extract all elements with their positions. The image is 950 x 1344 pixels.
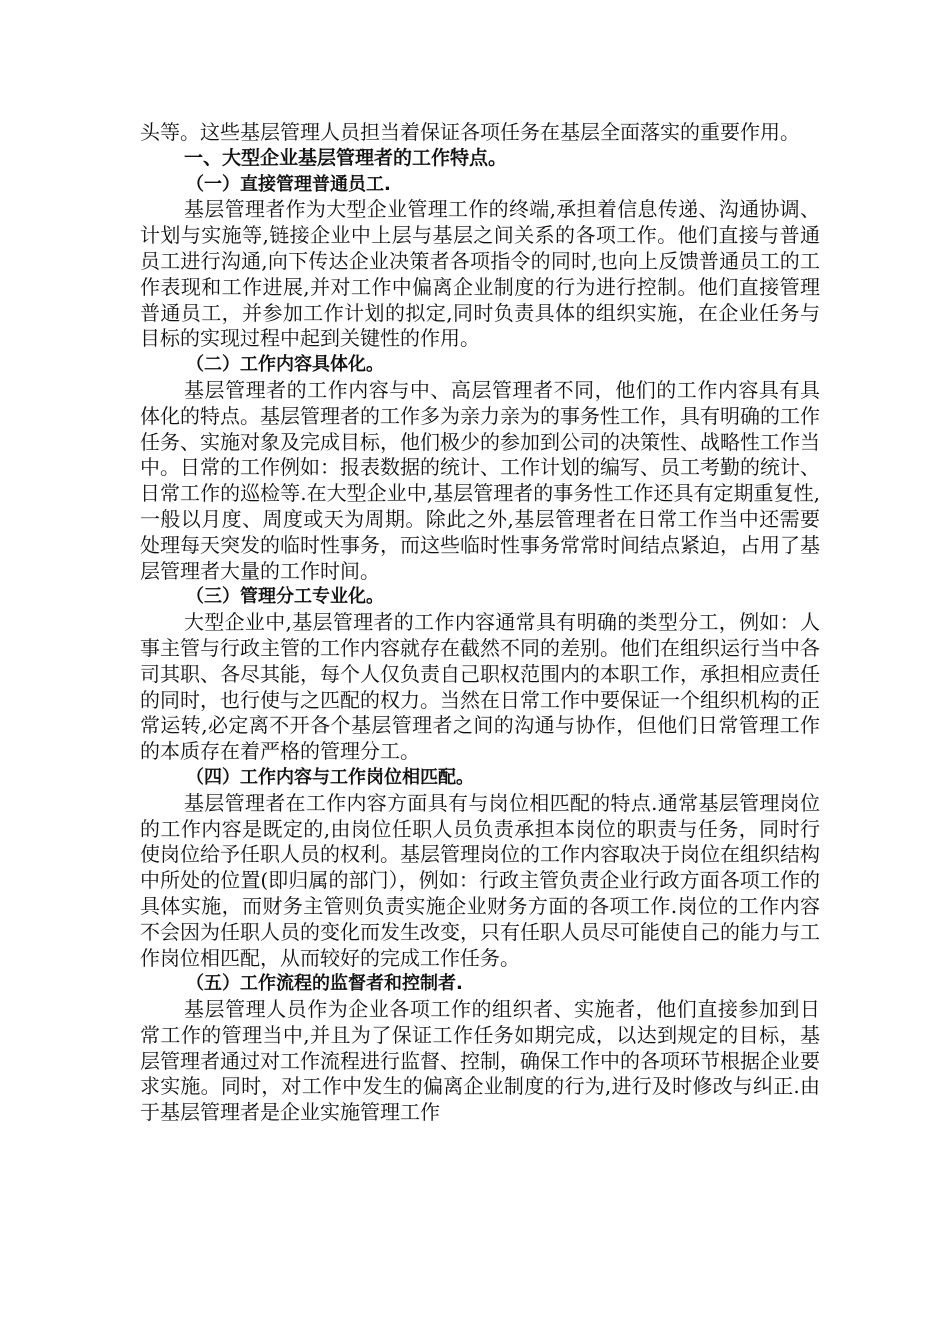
subsection-heading-2: （二）工作内容具体化。 (186, 354, 384, 376)
continuation-paragraph: 头等。这些基层管理人员担当着保证各项任务在基层全面落实的重要作用。 (140, 120, 800, 144)
subsection-body-1: 基层管理者作为大型企业管理工作的终端,承担着信息传递、沟通协调、计划与实施等,链接企业中上层与基层之间关系的各项工作。他们直接与普通员工进行沟通,向下传达企业决策者各项指令的同时,也向上反馈普通员工的工作表现和工作进展,并对工作中偏离企业制度的行为进行控制。他们直接管理普通员工，并参加工作计划的拟定,同时负责具体的组织实施，在企业任务与目标的实现过程中起到关键性的作用。 (140, 197, 820, 351)
section-title: 一、大型企业基层管理者的工作特点。 (184, 146, 508, 169)
subsection-body-5: 基层管理人员作为企业各项工作的组织者、实施者，他们直接参加到日常工作的管理当中,并且为了保证工作任务如期完成，以达到规定的目标，基层管理者通过对工作流程进行监督、控制，确保工作中的各项环节根据企业要求实施。同时，对工作中发生的偏离企业制度的行为,进行及时修改与纠正.由于基层管理者是企业实施管理工作 (140, 997, 820, 1125)
subsection-body-2: 基层管理者的工作内容与中、高层管理者不同，他们的工作内容具有具体化的特点。基层管理者的工作多为亲力亲为的事务性工作，具有明确的工作任务、实施对象及完成目标，他们极少的参加到公司的决策性、战略性工作当中。日常的工作例如：报表数据的统计、工作计划的编写、员工考勤的统计、日常工作的巡检等.在大型企业中,基层管理者的事务性工作还具有定期重复性,一般以月度、周度或天为周期。除此之外,基层管理者在日常工作当中还需要处理每天突发的临时性事务，而这些临时性事务常常时间结点紧迫，占用了基层管理者大量的工作时间。 (140, 377, 820, 583)
subsection-body-4: 基层管理者在工作内容方面具有与岗位相匹配的特点.通常基层管理岗位的工作内容是既定的,由岗位任职人员负责承担本岗位的职责与任务，同时行使岗位给予任职人员的权利。基层管理岗位的工作内容取决于岗位在组织结构中所处的位置(即归属的部门），例如：行政主管负责企业行政方面各项工作的具体实施，而财务主管则负责实施企业财务方面的各项工作.岗位的工作内容不会因为任职人员的变化而发生改变，只有任职人员尽可能使自己的能力与工作岗位相匹配，从而较好的完成工作任务。 (140, 790, 820, 970)
document-page (140, 120, 820, 1126)
subsection-body-3: 大型企业中,基层管理者的工作内容通常具有明确的类型分工，例如：人事主管与行政主管的工作内容就存在截然不同的差别。他们在组织运行当中各司其职、各尽其能，每个人仅负责自己职权范围内的本职工作，承担相应责任的同时，也行使与之匹配的权力。当然在日常工作中要保证一个组织机构的正常运转,必定离不开各个基层管理者之间的沟通与协作，但他们日常管理工作的本质存在着严格的管理分工。 (140, 610, 820, 764)
subsection-heading-3: （三）管理分工专业化。 (186, 586, 384, 608)
subsection-heading-4: （四）工作内容与工作岗位相匹配。 (186, 766, 474, 788)
subsection-heading-5: （五）工作流程的监督者和控制者. (186, 973, 463, 995)
subsection-heading-1: （一）直接管理普通员工. (186, 173, 391, 195)
